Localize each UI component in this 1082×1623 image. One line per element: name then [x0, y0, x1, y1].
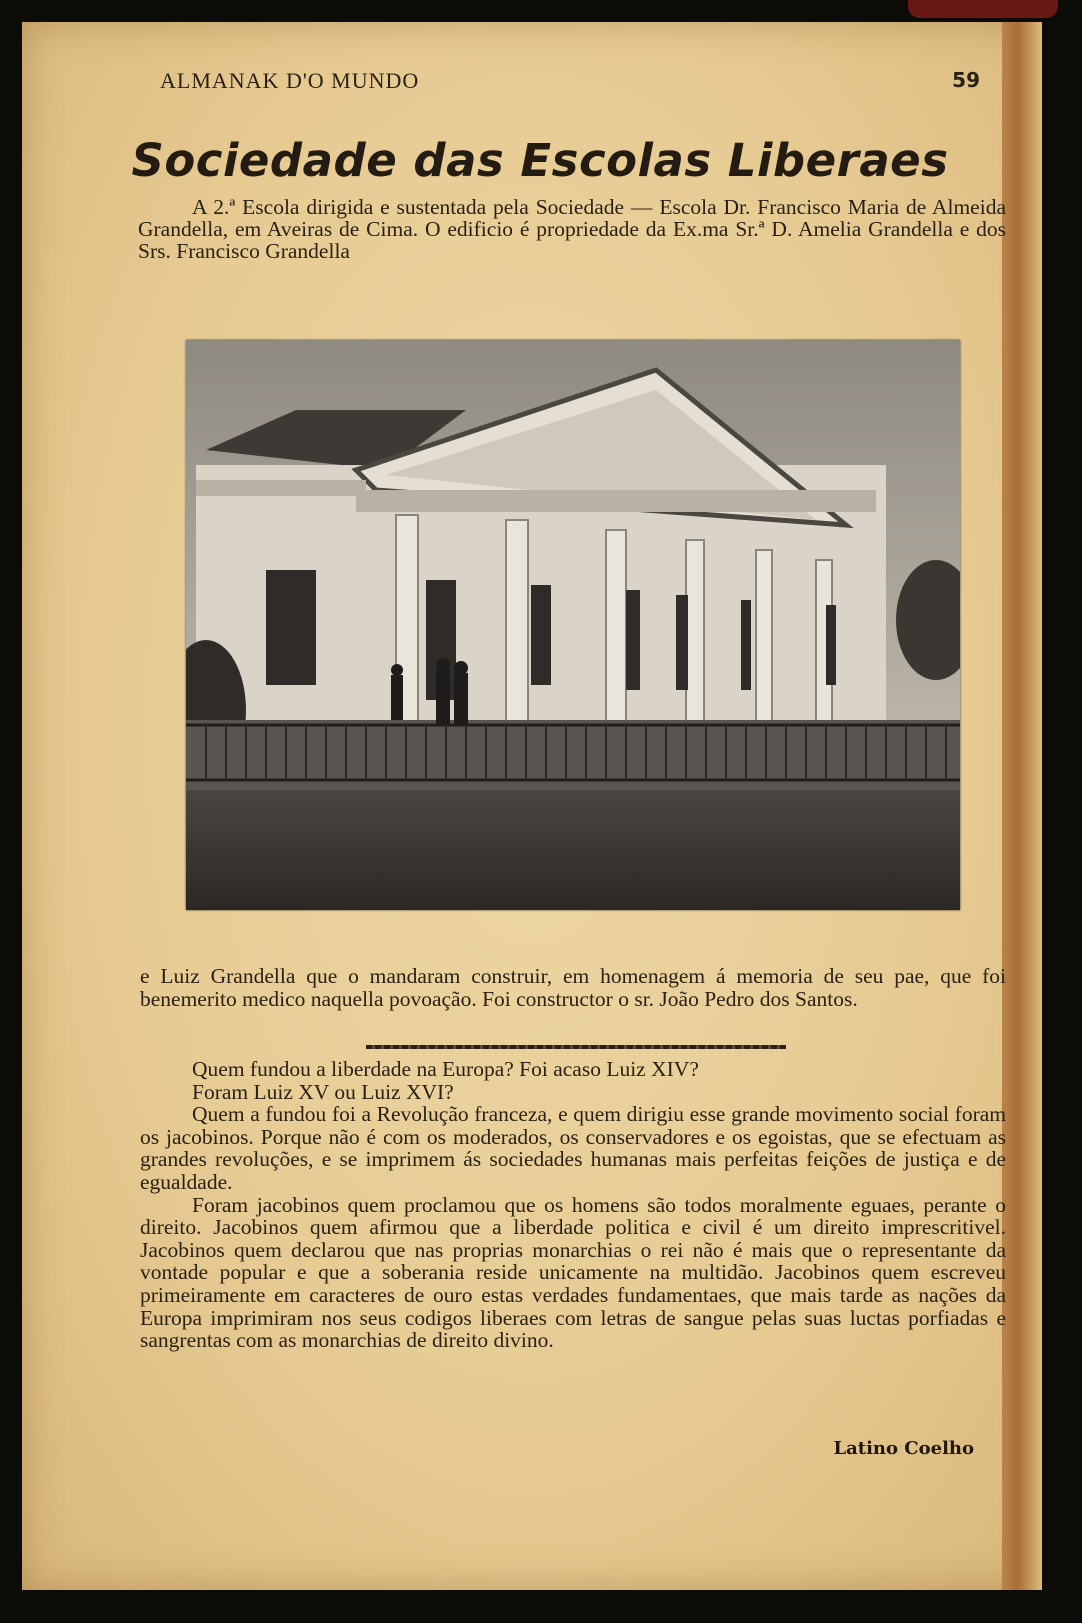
quote-block — [140, 1058, 1006, 1352]
school-building-photo — [186, 340, 960, 910]
quote-author: Latino Coelho — [833, 1438, 974, 1459]
running-header — [160, 68, 980, 98]
article-title: Sociedade das Escolas Liberaes — [131, 134, 949, 187]
page-gutter — [1002, 22, 1042, 1590]
quote-paragraph-2: Foram Luiz XV ou Luiz XVI? — [192, 1079, 454, 1104]
quote-paragraph-4: Foram jacobinos quem proclamou que os homens são todos moralmente eguaes, perante o direito. Jacobinos quem afirmou que a liberdade politica e civil é um direito imprescritivel. Jacobinos quem declarou que nas proprias monarchias o rei não é mais que o representante da vontade popular e que a soberania reside unicamente na multidão. Jacobinos quem escreveu primeiramente em caracteres de ouro estas verdades fundamentaes, que mais tarde as nações da Europa imprimiram nos seus codigos liberaes com letras de sangue pelas suas luctas porfiadas e sangrentas com as monarchias de direito divino. — [140, 1192, 1006, 1353]
section-divider — [366, 1045, 786, 1049]
red-tab-mark — [908, 0, 1058, 18]
quote-paragraph-3: Quem a fundou foi a Revolução franceza, e quem dirigiu esse grande movimento social foram os jacobinos. Porque não é com os moderados, os conservadores e os egoistas, que se efectuam as grandes revoluções, e se imprimem ás sociedades humanas mais perfeitas feições de justiça e de egualdade. — [140, 1102, 1006, 1194]
page-number: 59 — [952, 68, 980, 92]
photo-caption: e Luiz Grandella que o mandaram construir, em homenagem á memoria de seu pae, que foi benemerito medico naquella povoação. Foi constructor o sr. João Pedro dos Santos. — [140, 964, 1006, 1011]
running-title: ALMANAK D'O MUNDO — [160, 68, 420, 93]
article-intro: A 2.ª Escola dirigida e sustentada pela Sociedade — Escola Dr. Francisco Maria de Almeida Grandella, em Aveiras de Cima. O edificio é propriedade da Ex.ma Sr.ª D. Amelia Grandella e dos Srs. Francisco Grandella — [138, 195, 1006, 263]
quote-paragraph-1: Quem fundou a liberdade na Europa? Foi acaso Luiz XIV? — [192, 1057, 699, 1081]
